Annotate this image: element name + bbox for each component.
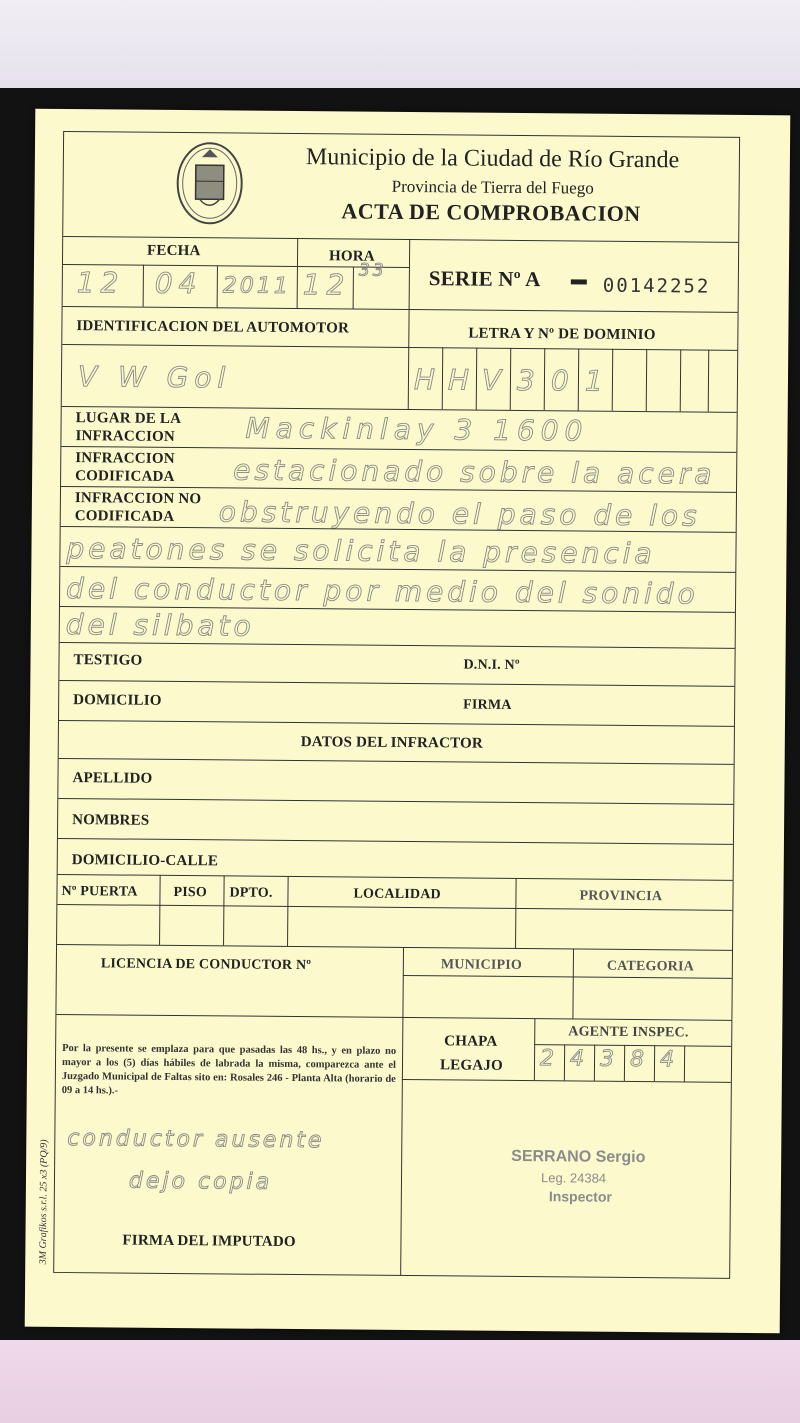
categoria-label: CATEGORIA bbox=[606, 958, 695, 975]
inspector-stamp-name: SERRANO Sergio bbox=[511, 1147, 646, 1167]
dominio-char-2: H bbox=[447, 363, 476, 397]
inspector-stamp-role: Inspector bbox=[548, 1188, 612, 1205]
licencia-label: LICENCIA DE CONDUCTOR Nº bbox=[100, 956, 312, 974]
citation-form-paper bbox=[25, 109, 791, 1334]
fecha-year-value: 2011 bbox=[222, 273, 291, 299]
localidad-label: LOCALIDAD bbox=[353, 886, 441, 903]
dpto-label: DPTO. bbox=[229, 885, 273, 901]
identificacion-label: IDENTIFICACION DEL AUTOMOTOR bbox=[76, 318, 350, 337]
inspector-stamp-legajo: Leg. 24384 bbox=[540, 1170, 607, 1186]
hora-minutes-value: 33 bbox=[358, 260, 387, 281]
dominio-label: LETRA Y Nº DE DOMINIO bbox=[468, 325, 656, 344]
lugar-label-1: LUGAR DE LA bbox=[75, 410, 182, 428]
dominio-char-6: 1 bbox=[584, 364, 609, 398]
firma-imputado-label: FIRMA DEL IMPUTADO bbox=[122, 1232, 296, 1251]
imputado-note-2: dejo copia bbox=[128, 1168, 273, 1195]
fecha-month-value: 04 bbox=[154, 266, 203, 301]
serie-label: SERIE Nº A bbox=[428, 266, 541, 292]
hora-label: HORA bbox=[328, 248, 375, 265]
puerta-label: Nº PUERTA bbox=[61, 883, 138, 900]
fecha-day-value: 12 bbox=[76, 266, 125, 300]
agente-label: AGENTE INSPEC. bbox=[568, 1024, 689, 1041]
printer-imprint: 3M Grafikos s.r.l. 25 x3 (PQ/9) bbox=[37, 1139, 50, 1265]
no-codificada-label-1: INFRACCION NO bbox=[74, 490, 202, 508]
lugar-label-2: INFRACCION bbox=[75, 428, 176, 445]
vehicle-value: V W Gol bbox=[77, 360, 232, 395]
summons-notice: Por la presente se emplaza para que pasadas las 48 hs., y en plazo no mayor a los (5) días hábiles de labrada la misma, comparezca ante el Juzgado Municipal de Faltas sito en: Rosales 246 - Planta Alta (horario de 09 a 14 hs.).- bbox=[61, 1042, 397, 1097]
serie-dash bbox=[571, 279, 587, 284]
domicilio-label: DOMICILIO bbox=[73, 692, 162, 709]
agente-digit-4: 8 bbox=[629, 1046, 648, 1073]
lugar-value: Mackinlay 3 1600 bbox=[245, 411, 589, 448]
municipal-seal bbox=[175, 137, 244, 226]
domicilio-calle-label: DOMICILIO-CALLE bbox=[71, 852, 219, 870]
citation-form bbox=[53, 131, 740, 1279]
codificada-value: estacionado sobre la acera bbox=[233, 453, 716, 491]
chapa-label: CHAPA bbox=[444, 1033, 498, 1050]
document-title: ACTA DE COMPROBACION bbox=[341, 198, 641, 227]
apellido-label: APELLIDO bbox=[72, 770, 153, 787]
piso-label: PISO bbox=[173, 884, 208, 901]
agente-digit-5: 4 bbox=[659, 1047, 678, 1073]
province-subtitle: Provincia de Tierra del Fuego bbox=[391, 176, 594, 198]
firma-label: FIRMA bbox=[463, 697, 512, 713]
no-codificada-label-2: CODIFICADA bbox=[74, 508, 175, 525]
codificada-label-1: INFRACCION bbox=[75, 450, 175, 467]
agente-digit-3: 3 bbox=[599, 1046, 618, 1072]
dominio-char-1: H bbox=[413, 363, 442, 397]
municipio-label: MUNICIPIO bbox=[440, 957, 523, 974]
dominio-char-3: V bbox=[481, 363, 508, 397]
background-top bbox=[0, 0, 800, 95]
no-codificada-value: obstruyendo el paso de los bbox=[218, 495, 701, 533]
nombres-label: NOMBRES bbox=[72, 812, 150, 829]
imputado-note-1: conductor ausente bbox=[67, 1126, 325, 1154]
legajo-label: LEGAJO bbox=[439, 1057, 503, 1074]
description-line-3: del conductor por medio del sonido bbox=[65, 572, 699, 611]
provincia-label: PROVINCIA bbox=[579, 888, 663, 905]
agente-digit-1: 2 bbox=[539, 1046, 558, 1072]
dominio-char-5: 0 bbox=[550, 364, 575, 398]
description-line-2: peatones se solicita la presencia bbox=[66, 532, 656, 571]
dni-label: D.N.I. Nº bbox=[463, 657, 520, 673]
serie-number: 00142252 bbox=[602, 274, 711, 298]
description-line-4: del silbato bbox=[65, 608, 255, 643]
background-bottom bbox=[0, 1340, 800, 1423]
testigo-label: TESTIGO bbox=[73, 652, 143, 669]
agente-digit-2: 4 bbox=[569, 1046, 588, 1072]
hora-hours-value: 12 bbox=[302, 268, 351, 302]
dominio-char-4: 3 bbox=[516, 363, 541, 398]
fecha-label: FECHA bbox=[147, 242, 201, 260]
municipality-title: Municipio de la Ciudad de Río Grande bbox=[305, 144, 680, 174]
codificada-label-2: CODIFICADA bbox=[75, 468, 175, 485]
datos-infractor-label: DATOS DEL INFRACTOR bbox=[300, 734, 484, 752]
